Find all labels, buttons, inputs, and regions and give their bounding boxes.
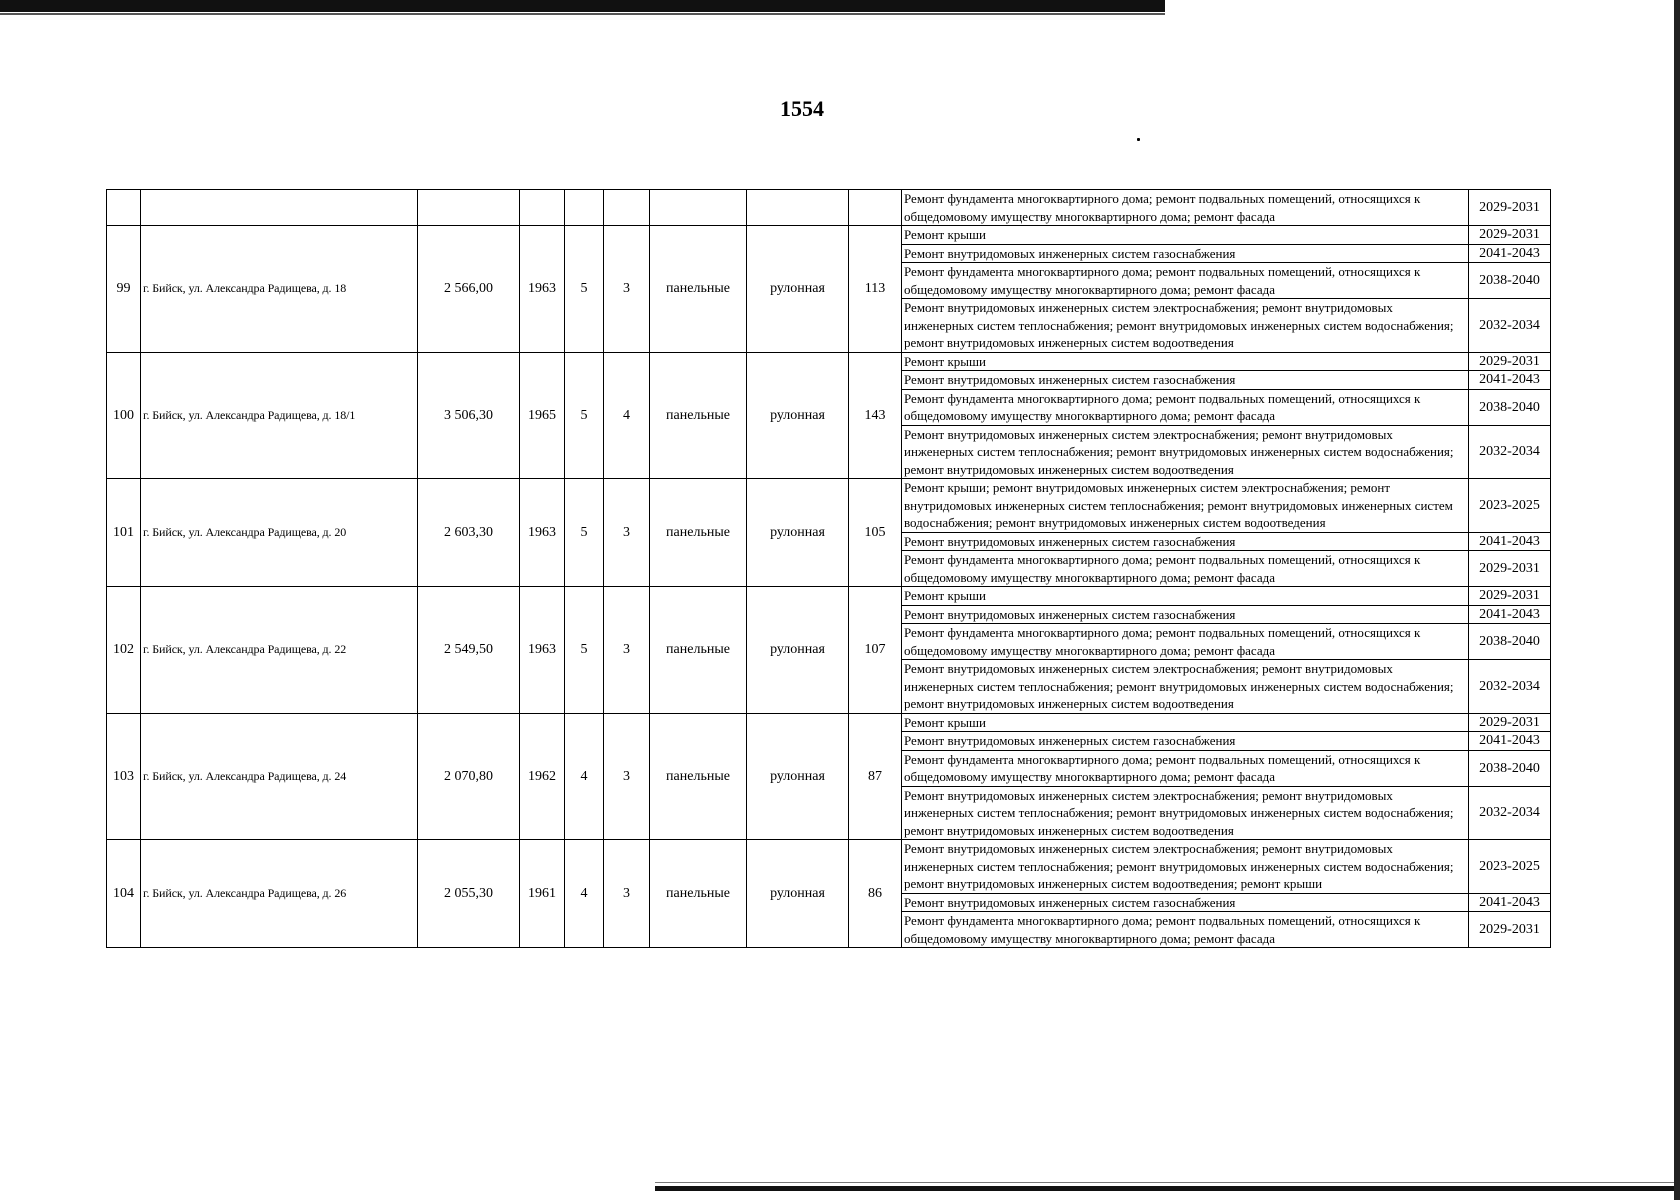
work-period-cell: 2029-2031 <box>1469 713 1551 732</box>
address-cell <box>141 190 418 226</box>
floors-cell: 4 <box>565 840 604 948</box>
floors-cell <box>565 190 604 226</box>
work-period-cell: 2038-2040 <box>1469 750 1551 786</box>
entrances-cell: 3 <box>604 713 650 840</box>
scan-border-top <box>0 0 1165 12</box>
area-cell: 2 566,00 <box>418 226 520 353</box>
year-built-cell: 1963 <box>520 226 565 353</box>
floors-cell: 4 <box>565 713 604 840</box>
scan-border-right <box>1674 0 1680 1200</box>
floors-cell: 5 <box>565 352 604 479</box>
work-description-cell: Ремонт внутридомовых инженерных систем электроснабжения; ремонт внутридомовых инженерных систем теплоснабжения; ремонт внутридомовых инженерных систем водоснабжения; ремонт внутридомовых инженерных систем водоотведения; ремонт крыши <box>902 840 1469 894</box>
roof-type-cell: рулонная <box>747 352 849 479</box>
work-description-cell: Ремонт внутридомовых инженерных систем газоснабжения <box>902 244 1469 263</box>
wall-material-cell: панельные <box>650 352 747 479</box>
entrances-cell: 3 <box>604 226 650 353</box>
wall-material-cell <box>650 190 747 226</box>
work-description-cell: Ремонт внутридомовых инженерных систем газоснабжения <box>902 605 1469 624</box>
work-description-cell: Ремонт крыши <box>902 713 1469 732</box>
year-built-cell: 1962 <box>520 713 565 840</box>
table-body <box>107 190 1551 948</box>
work-period-cell: 2038-2040 <box>1469 624 1551 660</box>
apartments-cell: 113 <box>849 226 902 353</box>
table-row <box>107 226 1551 245</box>
apartments-cell: 86 <box>849 840 902 948</box>
entrances-cell <box>604 190 650 226</box>
work-period-cell: 2032-2034 <box>1469 660 1551 714</box>
scan-border-bottom <box>655 1186 1674 1191</box>
roof-type-cell: рулонная <box>747 840 849 948</box>
work-period-cell: 2023-2025 <box>1469 840 1551 894</box>
scan-border-top-thin <box>0 13 1165 15</box>
work-description-cell: Ремонт крыши; ремонт внутридомовых инженерных систем электроснабжения; ремонт внутридомовых инженерных систем теплоснабжения; ремонт внутридомовых инженерных систем водоснабжения; ремонт внутридомовых инженерных систем водоотведения <box>902 479 1469 533</box>
work-period-cell: 2041-2043 <box>1469 371 1551 390</box>
scan-speck <box>1137 138 1140 141</box>
work-period-cell: 2029-2031 <box>1469 587 1551 606</box>
work-description-cell: Ремонт внутридомовых инженерных систем электроснабжения; ремонт внутридомовых инженерных систем теплоснабжения; ремонт внутридомовых инженерных систем водоснабжения; ремонт внутридомовых инженерных систем водоотведения <box>902 660 1469 714</box>
work-description-cell: Ремонт фундамента многоквартирного дома; ремонт подвальных помещений, относящихся к общедомовому имуществу многоквартирного дома; ремонт фасада <box>902 624 1469 660</box>
area-cell: 3 506,30 <box>418 352 520 479</box>
row-number: 104 <box>107 840 141 948</box>
address-cell: г. Бийск, ул. Александра Радищева, д. 22 <box>141 587 418 714</box>
floors-cell: 5 <box>565 226 604 353</box>
entrances-cell: 3 <box>604 479 650 587</box>
work-description-cell: Ремонт фундамента многоквартирного дома; ремонт подвальных помещений, относящихся к общедомовому имуществу многоквартирного дома; ремонт фасада <box>902 389 1469 425</box>
wall-material-cell: панельные <box>650 713 747 840</box>
row-number: 102 <box>107 587 141 714</box>
repair-schedule-table <box>106 189 1551 948</box>
work-period-cell: 2029-2031 <box>1469 226 1551 245</box>
work-description-cell: Ремонт внутридомовых инженерных систем газоснабжения <box>902 532 1469 551</box>
work-period-cell: 2038-2040 <box>1469 263 1551 299</box>
row-number: 100 <box>107 352 141 479</box>
year-built-cell: 1963 <box>520 479 565 587</box>
work-description-cell: Ремонт фундамента многоквартирного дома; ремонт подвальных помещений, относящихся к общедомовому имуществу многоквартирного дома; ремонт фасада <box>902 750 1469 786</box>
address-cell: г. Бийск, ул. Александра Радищева, д. 20 <box>141 479 418 587</box>
work-description-cell: Ремонт внутридомовых инженерных систем газоснабжения <box>902 732 1469 751</box>
work-period-cell: 2032-2034 <box>1469 299 1551 353</box>
address-cell: г. Бийск, ул. Александра Радищева, д. 18/1 <box>141 352 418 479</box>
roof-type-cell: рулонная <box>747 713 849 840</box>
work-period-cell: 2038-2040 <box>1469 389 1551 425</box>
area-cell <box>418 190 520 226</box>
work-period-cell: 2041-2043 <box>1469 532 1551 551</box>
scan-border-bottom-thin <box>655 1182 1674 1183</box>
apartments-cell: 107 <box>849 587 902 714</box>
address-cell: г. Бийск, ул. Александра Радищева, д. 26 <box>141 840 418 948</box>
year-built-cell: 1965 <box>520 352 565 479</box>
table-row <box>107 587 1551 606</box>
work-description-cell: Ремонт внутридомовых инженерных систем электроснабжения; ремонт внутридомовых инженерных систем теплоснабжения; ремонт внутридомовых инженерных систем водоснабжения; ремонт внутридомовых инженерных систем водоотведения <box>902 299 1469 353</box>
year-built-cell: 1961 <box>520 840 565 948</box>
floors-cell: 5 <box>565 479 604 587</box>
row-number: 103 <box>107 713 141 840</box>
work-period-cell: 2029-2031 <box>1469 912 1551 948</box>
area-cell: 2 070,80 <box>418 713 520 840</box>
table-row <box>107 352 1551 371</box>
area-cell: 2 603,30 <box>418 479 520 587</box>
page-number: 1554 <box>780 96 824 121</box>
work-description-cell: Ремонт крыши <box>902 226 1469 245</box>
roof-type-cell: рулонная <box>747 587 849 714</box>
work-description-cell: Ремонт внутридомовых инженерных систем электроснабжения; ремонт внутридомовых инженерных систем теплоснабжения; ремонт внутридомовых инженерных систем водоснабжения; ремонт внутридомовых инженерных систем водоотведения <box>902 786 1469 840</box>
work-period-cell: 2041-2043 <box>1469 244 1551 263</box>
roof-type-cell: рулонная <box>747 479 849 587</box>
wall-material-cell: панельные <box>650 587 747 714</box>
wall-material-cell: панельные <box>650 226 747 353</box>
table-row <box>107 190 1551 226</box>
work-period-cell: 2041-2043 <box>1469 605 1551 624</box>
year-built-cell: 1963 <box>520 587 565 714</box>
wall-material-cell: панельные <box>650 840 747 948</box>
work-description-cell: Ремонт внутридомовых инженерных систем электроснабжения; ремонт внутридомовых инженерных систем теплоснабжения; ремонт внутридомовых инженерных систем водоснабжения; ремонт внутридомовых инженерных систем водоотведения <box>902 425 1469 479</box>
address-cell: г. Бийск, ул. Александра Радищева, д. 18 <box>141 226 418 353</box>
roof-type-cell: рулонная <box>747 226 849 353</box>
table-row <box>107 840 1551 894</box>
work-period-cell: 2041-2043 <box>1469 732 1551 751</box>
work-description-cell: Ремонт крыши <box>902 587 1469 606</box>
row-number: 99 <box>107 226 141 353</box>
year-built-cell <box>520 190 565 226</box>
roof-type-cell <box>747 190 849 226</box>
apartments-cell: 87 <box>849 713 902 840</box>
work-description-cell: Ремонт внутридомовых инженерных систем газоснабжения <box>902 371 1469 390</box>
work-period-cell: 2032-2034 <box>1469 786 1551 840</box>
work-period-cell: 2041-2043 <box>1469 893 1551 912</box>
work-description-cell: Ремонт внутридомовых инженерных систем газоснабжения <box>902 893 1469 912</box>
work-period-cell: 2029-2031 <box>1469 352 1551 371</box>
area-cell: 2 549,50 <box>418 587 520 714</box>
work-description-cell: Ремонт фундамента многоквартирного дома; ремонт подвальных помещений, относящихся к общедомовому имуществу многоквартирного дома; ремонт фасада <box>902 551 1469 587</box>
area-cell: 2 055,30 <box>418 840 520 948</box>
work-period-cell: 2023-2025 <box>1469 479 1551 533</box>
row-number: 101 <box>107 479 141 587</box>
row-number <box>107 190 141 226</box>
table-row <box>107 479 1551 533</box>
work-description-cell: Ремонт крыши <box>902 352 1469 371</box>
apartments-cell: 143 <box>849 352 902 479</box>
wall-material-cell: панельные <box>650 479 747 587</box>
work-period-cell: 2029-2031 <box>1469 190 1551 226</box>
work-description-cell: Ремонт фундамента многоквартирного дома; ремонт подвальных помещений, относящихся к общедомовому имуществу многоквартирного дома; ремонт фасада <box>902 190 1469 226</box>
entrances-cell: 3 <box>604 840 650 948</box>
work-period-cell: 2029-2031 <box>1469 551 1551 587</box>
floors-cell: 5 <box>565 587 604 714</box>
work-description-cell: Ремонт фундамента многоквартирного дома; ремонт подвальных помещений, относящихся к общедомовому имуществу многоквартирного дома; ремонт фасада <box>902 912 1469 948</box>
entrances-cell: 4 <box>604 352 650 479</box>
work-period-cell: 2032-2034 <box>1469 425 1551 479</box>
work-description-cell: Ремонт фундамента многоквартирного дома; ремонт подвальных помещений, относящихся к общедомовому имуществу многоквартирного дома; ремонт фасада <box>902 263 1469 299</box>
apartments-cell <box>849 190 902 226</box>
table-row <box>107 713 1551 732</box>
entrances-cell: 3 <box>604 587 650 714</box>
apartments-cell: 105 <box>849 479 902 587</box>
address-cell: г. Бийск, ул. Александра Радищева, д. 24 <box>141 713 418 840</box>
